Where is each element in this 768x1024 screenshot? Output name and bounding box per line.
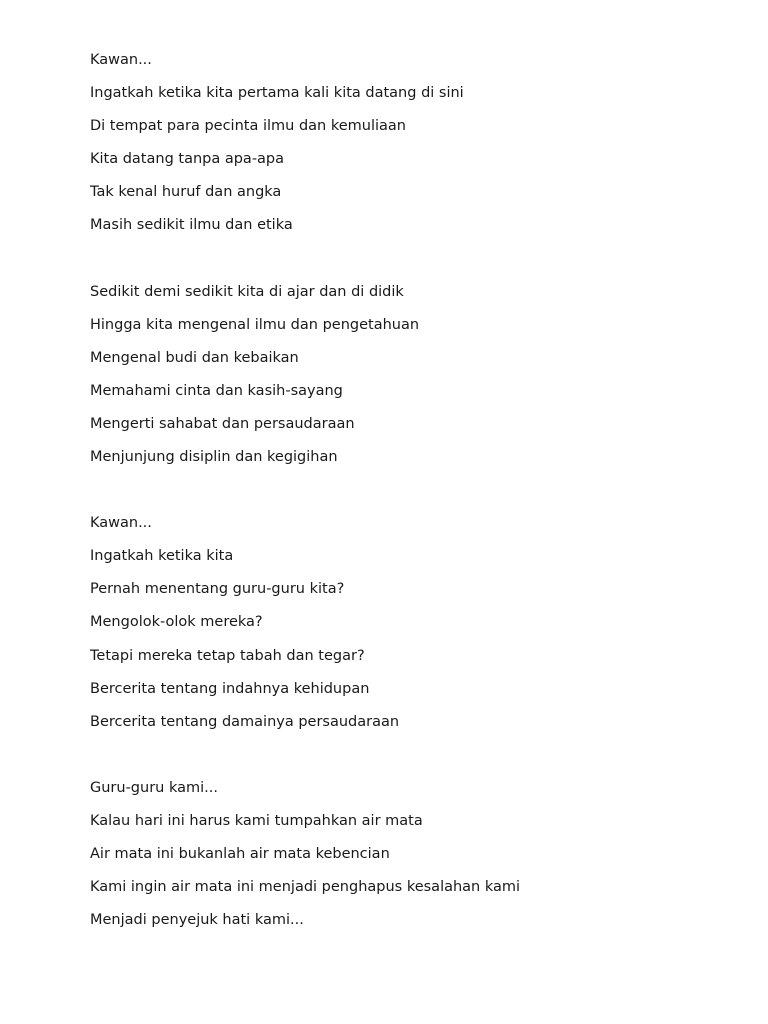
poem-line: Bercerita tentang indahnya kehidupan <box>90 680 370 697</box>
poem-line: Hingga kita mengenal ilmu dan pengetahuan <box>90 316 420 333</box>
poem-line: Kawan... <box>90 515 152 532</box>
stanza-4 <box>90 772 730 937</box>
poem-line: Kalau hari ini harus kami tumpahkan air mata <box>90 812 423 829</box>
poem-line: Tetapi mereka tetap tabah dan tegar? <box>90 647 365 664</box>
poem-line: Masih sedikit ilmu dan etika <box>90 217 293 234</box>
poem-line: Bercerita tentang damainya persaudaraan <box>90 713 400 730</box>
poem-line: Guru-guru kami... <box>90 779 218 796</box>
poem-body <box>90 44 730 937</box>
poem-line: Tak kenal huruf dan angka <box>90 184 282 201</box>
poem-line: Mengerti sahabat dan persaudaraan <box>90 415 355 432</box>
poem-line: Di tempat para pecinta ilmu dan kemuliaan <box>90 118 406 135</box>
poem-line: Menjadi penyejuk hati kami... <box>90 912 304 929</box>
stanza-2 <box>90 276 730 475</box>
stanza-1 <box>90 44 730 243</box>
poem-line: Kita datang tanpa apa-apa <box>90 151 285 168</box>
poem-line: Kawan... <box>90 52 152 68</box>
poem-line: Ingatkah ketika kita pertama kali kita datang di sini <box>90 85 464 102</box>
poem-line: Air mata ini bukanlah air mata kebencian <box>90 845 390 862</box>
poem-line: Ingatkah ketika kita <box>90 548 234 565</box>
poem-line: Mengolok-olok mereka? <box>90 614 263 631</box>
poem-line: Sedikit demi sedikit kita di ajar dan di didik <box>90 283 404 300</box>
poem-line: Kami ingin air mata ini menjadi penghapus kesalahan kami <box>90 879 521 896</box>
poem-line: Mengenal budi dan kebaikan <box>90 349 299 366</box>
poem-line: Memahami cinta dan kasih-sayang <box>90 382 343 399</box>
stanza-3 <box>90 507 730 739</box>
poem-line: Pernah menentang guru-guru kita? <box>90 581 345 598</box>
poem-line: Menjunjung disiplin dan kegigihan <box>90 449 338 466</box>
